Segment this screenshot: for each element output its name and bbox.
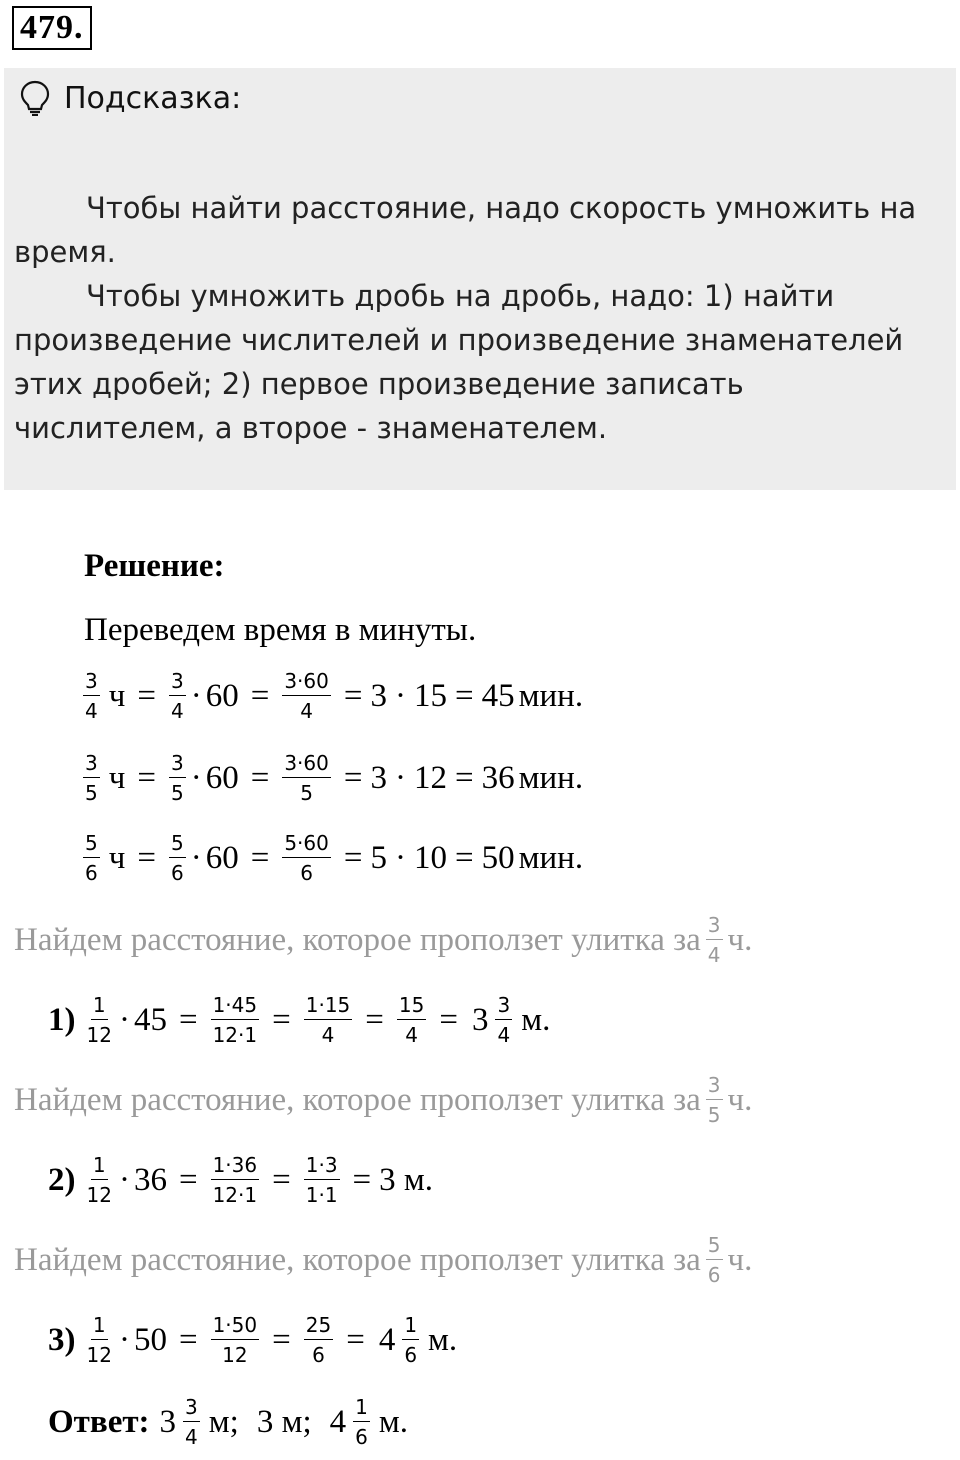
fraction bbox=[282, 752, 331, 804]
hint-header bbox=[20, 80, 241, 116]
find-distance-text bbox=[14, 1234, 752, 1286]
numerator: 1·50 bbox=[211, 1314, 260, 1340]
numerator: 5 bbox=[706, 1234, 723, 1260]
hint-paragraph: Чтобы умножить дробь на дробь, надо: 1) найти произведение числителей и произведение знаменателей этих дробей; 2) первое произведение записать числителем, а второе - знаменателем. bbox=[14, 279, 904, 445]
fraction bbox=[85, 1314, 114, 1366]
math-term: · bbox=[118, 1001, 130, 1038]
denominator: 12 bbox=[86, 1023, 112, 1047]
math-operator: = bbox=[343, 839, 363, 876]
step-label: 2) bbox=[48, 1161, 76, 1198]
numerator: 3 bbox=[706, 914, 723, 940]
fraction bbox=[282, 670, 331, 722]
numerator: 3 bbox=[83, 670, 100, 696]
numerator: 1 bbox=[91, 994, 108, 1020]
fraction bbox=[304, 1314, 333, 1366]
math-term: ч. bbox=[727, 1081, 753, 1118]
math-operator: = bbox=[137, 759, 156, 796]
conversion-line bbox=[78, 752, 587, 804]
hint-text bbox=[14, 186, 934, 450]
math-term: Найдем расстояние, которое проползет улитка за bbox=[14, 921, 701, 958]
math-term: 3 bbox=[370, 677, 387, 714]
fraction bbox=[85, 994, 114, 1046]
math-operator: = bbox=[137, 839, 156, 876]
fraction bbox=[402, 1314, 419, 1366]
denominator: 6 bbox=[355, 1425, 368, 1449]
fraction bbox=[211, 1314, 260, 1366]
fraction bbox=[706, 1234, 723, 1286]
denominator: 12 bbox=[86, 1343, 112, 1367]
denominator: 6 bbox=[170, 861, 184, 885]
math-term: 50 bbox=[481, 839, 515, 876]
math-term: ч bbox=[108, 677, 126, 714]
solution-heading: Решение: bbox=[84, 548, 225, 584]
math-term: 45 bbox=[481, 677, 515, 714]
math-term: 36 bbox=[133, 1161, 167, 1198]
math-term: Найдем расстояние, которое проползет улитка за bbox=[14, 1081, 701, 1118]
math-term: 36 bbox=[481, 759, 515, 796]
math-term: · bbox=[118, 1161, 130, 1198]
denominator: 4 bbox=[405, 1023, 418, 1047]
denominator: 4 bbox=[707, 943, 721, 967]
fraction bbox=[706, 1074, 723, 1126]
math-operator: = bbox=[454, 677, 474, 714]
math-term: м. bbox=[378, 1403, 409, 1440]
conversion-line bbox=[78, 832, 587, 884]
fraction bbox=[169, 670, 186, 722]
math-operator: = bbox=[272, 1161, 291, 1198]
fraction bbox=[169, 752, 186, 804]
math-operator: = bbox=[454, 759, 474, 796]
numerator: 3 bbox=[183, 1396, 200, 1422]
fraction bbox=[353, 1396, 370, 1448]
math-term: 4 bbox=[329, 1403, 347, 1440]
math-term: ч bbox=[108, 839, 126, 876]
hint-box bbox=[4, 68, 956, 490]
denominator: 6 bbox=[707, 1263, 721, 1287]
hint-title: Подсказка: bbox=[64, 80, 242, 116]
denominator: 4 bbox=[85, 699, 98, 723]
numerator: 3 bbox=[169, 670, 186, 696]
math-operator: = bbox=[343, 677, 363, 714]
denominator: 4 bbox=[321, 1023, 335, 1047]
math-term: 60 bbox=[205, 839, 239, 876]
math-term: м; bbox=[208, 1403, 239, 1440]
numerator: 1·36 bbox=[211, 1154, 260, 1180]
math-term: 60 bbox=[205, 677, 239, 714]
fraction bbox=[706, 914, 723, 966]
math-operator: = bbox=[250, 677, 270, 714]
math-term: · bbox=[118, 1321, 130, 1358]
math-term: 45 bbox=[133, 1001, 167, 1038]
denominator: 6 bbox=[300, 861, 313, 885]
math-operator: = bbox=[250, 839, 270, 876]
denominator: 1·1 bbox=[305, 1183, 338, 1207]
numerator: 3 bbox=[169, 752, 186, 778]
calculation-line bbox=[48, 1314, 461, 1366]
hint-paragraph: Чтобы найти расстояние, надо скорость умножить на время. bbox=[14, 191, 917, 269]
math-term: ч. bbox=[727, 1241, 753, 1278]
task-number: 479. bbox=[12, 6, 92, 50]
math-operator: · bbox=[394, 839, 406, 876]
math-term: Найдем расстояние, которое проползет улитка за bbox=[14, 1241, 701, 1278]
lightbulb-icon bbox=[20, 80, 50, 116]
denominator: 4 bbox=[497, 1023, 511, 1047]
denominator: 4 bbox=[300, 699, 313, 723]
math-operator: = bbox=[343, 759, 363, 796]
math-term: м. bbox=[428, 1321, 458, 1358]
numerator: 15 bbox=[397, 994, 426, 1020]
numerator: 1·45 bbox=[211, 994, 260, 1020]
math-term: мин. bbox=[518, 677, 584, 714]
math-term: мин. bbox=[518, 839, 584, 876]
denominator: 5 bbox=[707, 1103, 721, 1127]
numerator: 3 bbox=[706, 1074, 723, 1100]
math-operator: · bbox=[394, 677, 406, 714]
math-operator: = bbox=[272, 1321, 291, 1358]
calculation-line bbox=[48, 994, 554, 1046]
denominator: 6 bbox=[404, 1343, 418, 1367]
math-term: 3 bbox=[159, 1403, 177, 1440]
denominator: 12 bbox=[86, 1183, 112, 1207]
math-operator: · bbox=[394, 759, 406, 796]
math-term: ч bbox=[108, 759, 126, 796]
math-operator: = bbox=[137, 677, 156, 714]
math-operator: = bbox=[346, 1321, 365, 1358]
fraction bbox=[83, 670, 100, 722]
math-term: мин. bbox=[518, 759, 584, 796]
math-term: 60 bbox=[205, 759, 239, 796]
numerator: 5 bbox=[83, 832, 100, 858]
answer-label: Ответ: bbox=[48, 1403, 150, 1440]
math-term: 12 bbox=[413, 759, 447, 796]
fraction bbox=[495, 994, 512, 1046]
fraction bbox=[397, 994, 426, 1046]
math-term: 3 bbox=[370, 759, 387, 796]
math-operator: = bbox=[178, 1321, 198, 1358]
denominator: 12·1 bbox=[212, 1183, 258, 1207]
math-operator: = bbox=[439, 1001, 458, 1038]
math-term: 50 bbox=[133, 1321, 167, 1358]
math-term: 3 м; bbox=[256, 1403, 312, 1440]
find-distance-text bbox=[14, 914, 752, 966]
numerator: 3 bbox=[83, 752, 100, 778]
denominator: 12·1 bbox=[212, 1023, 258, 1047]
calculation-line bbox=[48, 1154, 433, 1206]
fraction bbox=[83, 832, 100, 884]
math-term: ч. bbox=[727, 921, 753, 958]
numerator: 1 bbox=[402, 1314, 419, 1340]
math-operator: = bbox=[365, 1001, 384, 1038]
math-operator: = bbox=[250, 759, 270, 796]
math-term: · bbox=[190, 677, 202, 714]
math-operator: = bbox=[352, 1161, 372, 1198]
math-term: 3 м. bbox=[379, 1161, 434, 1198]
math-term: 5 bbox=[370, 839, 387, 876]
fraction bbox=[83, 752, 100, 804]
denominator: 4 bbox=[170, 699, 184, 723]
math-operator: = bbox=[272, 1001, 291, 1038]
fraction bbox=[183, 1396, 200, 1448]
math-operator: = bbox=[178, 1161, 198, 1198]
conversion-line bbox=[78, 670, 587, 722]
step-label: 3) bbox=[48, 1321, 76, 1358]
numerator: 1·3 bbox=[304, 1154, 340, 1180]
numerator: 1 bbox=[353, 1396, 370, 1422]
numerator: 25 bbox=[304, 1314, 333, 1340]
fraction bbox=[85, 1154, 114, 1206]
fraction bbox=[304, 994, 353, 1046]
answer-line bbox=[48, 1396, 412, 1448]
solution-intro: Переведем время в минуты. bbox=[84, 612, 477, 648]
fraction bbox=[304, 1154, 340, 1206]
numerator: 5·60 bbox=[282, 832, 331, 858]
find-distance-text bbox=[14, 1074, 752, 1126]
denominator: 6 bbox=[312, 1343, 325, 1367]
math-operator: = bbox=[454, 839, 474, 876]
numerator: 3 bbox=[495, 994, 512, 1020]
numerator: 1 bbox=[91, 1154, 108, 1180]
denominator: 6 bbox=[85, 861, 98, 885]
math-operator: = bbox=[178, 1001, 198, 1038]
fraction bbox=[211, 1154, 260, 1206]
denominator: 5 bbox=[85, 781, 98, 805]
math-term: · bbox=[190, 839, 202, 876]
numerator: 1·15 bbox=[304, 994, 353, 1020]
math-term: 4 bbox=[378, 1321, 396, 1358]
math-term: 15 bbox=[413, 677, 447, 714]
fraction bbox=[282, 832, 331, 884]
numerator: 1 bbox=[91, 1314, 108, 1340]
numerator: 3·60 bbox=[282, 670, 331, 696]
denominator: 12 bbox=[222, 1343, 248, 1367]
math-term: · bbox=[190, 759, 202, 796]
numerator: 3·60 bbox=[282, 752, 331, 778]
denominator: 4 bbox=[185, 1425, 198, 1449]
fraction bbox=[211, 994, 260, 1046]
fraction bbox=[169, 832, 186, 884]
math-term: 10 bbox=[413, 839, 447, 876]
denominator: 5 bbox=[300, 781, 313, 805]
math-term: 3 bbox=[471, 1001, 489, 1038]
denominator: 5 bbox=[170, 781, 184, 805]
math-term: м. bbox=[521, 1001, 551, 1038]
step-label: 1) bbox=[48, 1001, 76, 1038]
numerator: 5 bbox=[169, 832, 186, 858]
